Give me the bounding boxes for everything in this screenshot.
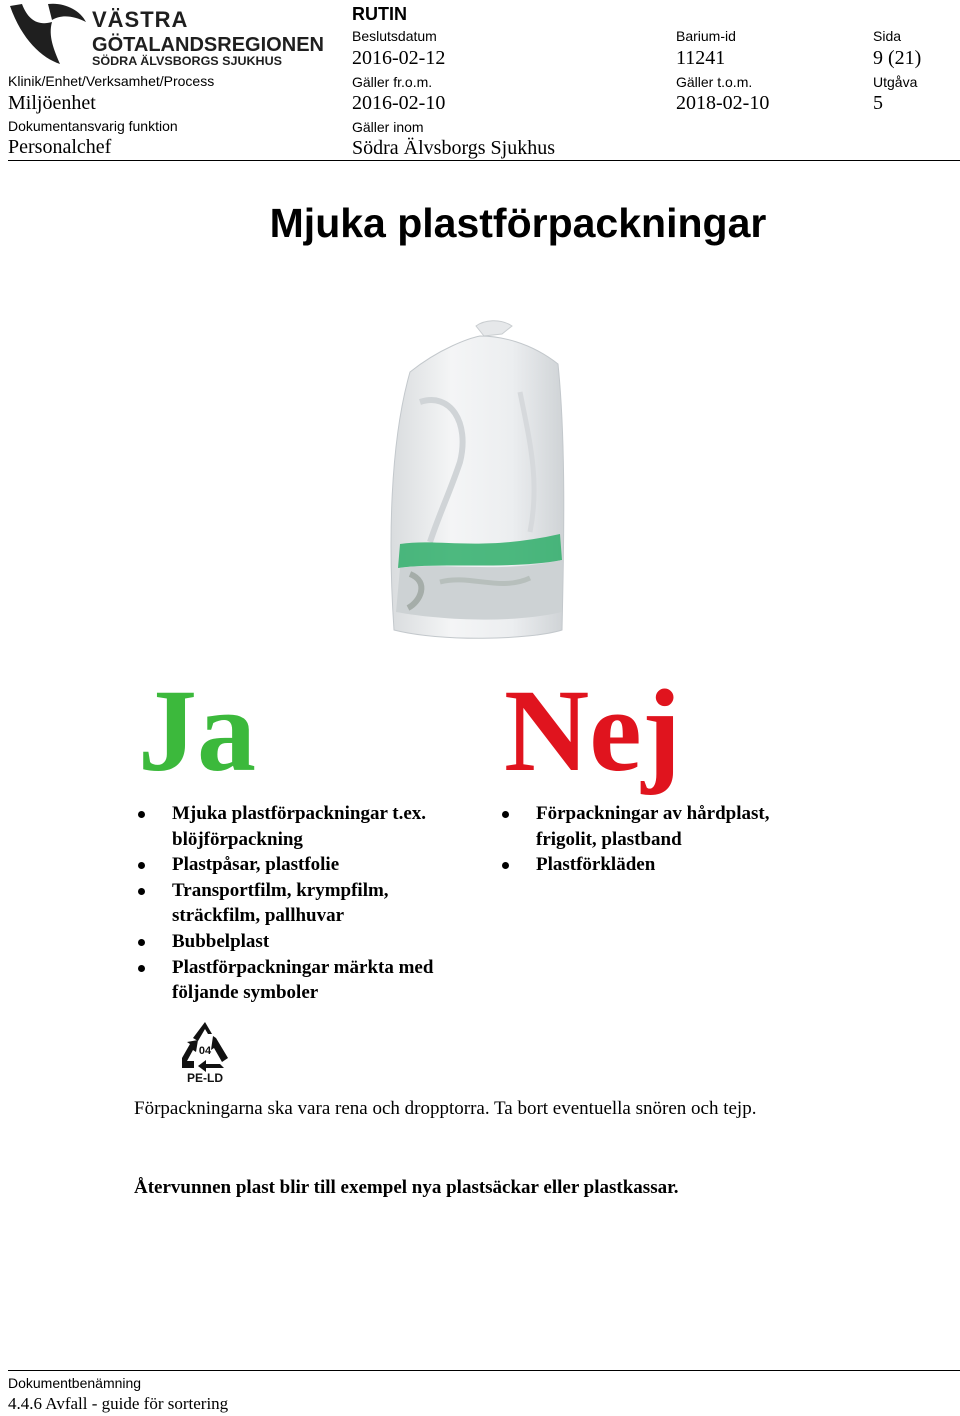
page-title: Mjuka plastförpackningar <box>269 200 767 246</box>
footer-divider <box>8 1370 960 1371</box>
logo-line2: GÖTALANDSREGIONEN <box>92 34 324 56</box>
doc-name-label: Dokumentbenämning <box>8 1375 142 1391</box>
scope-value: Södra Älvsborgs Sjukhus <box>352 137 555 159</box>
unit-label: Klinik/Enhet/Verksamhet/Process <box>8 73 215 89</box>
recycling-symbol-icon <box>176 1018 234 1084</box>
bullet-icon <box>138 811 145 818</box>
sida-label: Sida <box>873 28 902 44</box>
giller-tom-label: Gäller t.o.m. <box>676 74 753 90</box>
giller-from-label: Gäller fr.o.m. <box>352 74 433 90</box>
unit-value: Miljöenhet <box>8 92 96 114</box>
giller-tom-value: 2018-02-10 <box>676 92 770 114</box>
list-item: Plastförkläden <box>500 852 820 878</box>
list-item: Mjuka plastförpackningar t.ex. blöjförpackning <box>136 801 456 852</box>
bullet-icon <box>502 862 509 869</box>
list-item: Transportfilm, krympfilm, sträckfilm, pallhuvar <box>136 878 456 929</box>
cleanliness-instruction: Förpackningarna ska vara rena och dropptorra. Ta bort eventuella snören och tejp. <box>134 1098 757 1119</box>
bullet-icon <box>138 862 145 869</box>
symbol-code: PE-LD <box>187 1071 223 1084</box>
bullet-icon <box>138 888 145 895</box>
no-heading: Nej <box>504 665 681 796</box>
scope-label: Gäller inom <box>352 119 424 135</box>
yes-heading: Ja <box>138 665 256 796</box>
symbol-number: 04 <box>198 1045 212 1057</box>
list-item: Förpackningar av hårdplast, frigolit, plastband <box>500 801 820 852</box>
bullet-icon <box>502 811 509 818</box>
list-item: Plastförpackningar märkta med följande symboler <box>136 955 456 1006</box>
utgava-label: Utgåva <box>873 74 918 90</box>
giller-from-value: 2016-02-10 <box>352 92 446 114</box>
responsible-label: Dokumentansvarig funktion <box>8 118 178 134</box>
list-item: Plastpåsar, plastfolie <box>136 852 456 878</box>
logo-line1: VÄSTRA <box>92 7 189 32</box>
responsible-value: Personalchef <box>8 136 112 158</box>
list-item: Bubbelplast <box>136 929 456 955</box>
recycling-note: Återvunnen plast blir till exempel nya plastsäckar eller plastkassar. <box>134 1177 679 1198</box>
plastic-bag-image <box>380 312 580 644</box>
barium-value: 11241 <box>676 47 726 69</box>
beslutsdatum-label: Beslutsdatum <box>352 28 437 44</box>
barium-label: Barium-id <box>676 28 736 44</box>
utgava-value: 5 <box>873 92 883 114</box>
doc-type: RUTIN <box>352 4 407 24</box>
doc-name: 4.4.6 Avfall - guide för sortering <box>8 1394 229 1413</box>
beslutsdatum-value: 2016-02-12 <box>352 47 446 69</box>
yes-list <box>136 801 456 1006</box>
no-list <box>500 801 820 878</box>
region-logo-icon <box>8 0 328 68</box>
bullet-icon <box>138 939 145 946</box>
logo-line3: SÖDRA ÄLVSBORGS SJUKHUS <box>92 56 267 68</box>
bullet-icon <box>138 965 145 972</box>
header-divider <box>8 160 960 161</box>
sida-value: 9 (21) <box>873 47 922 69</box>
